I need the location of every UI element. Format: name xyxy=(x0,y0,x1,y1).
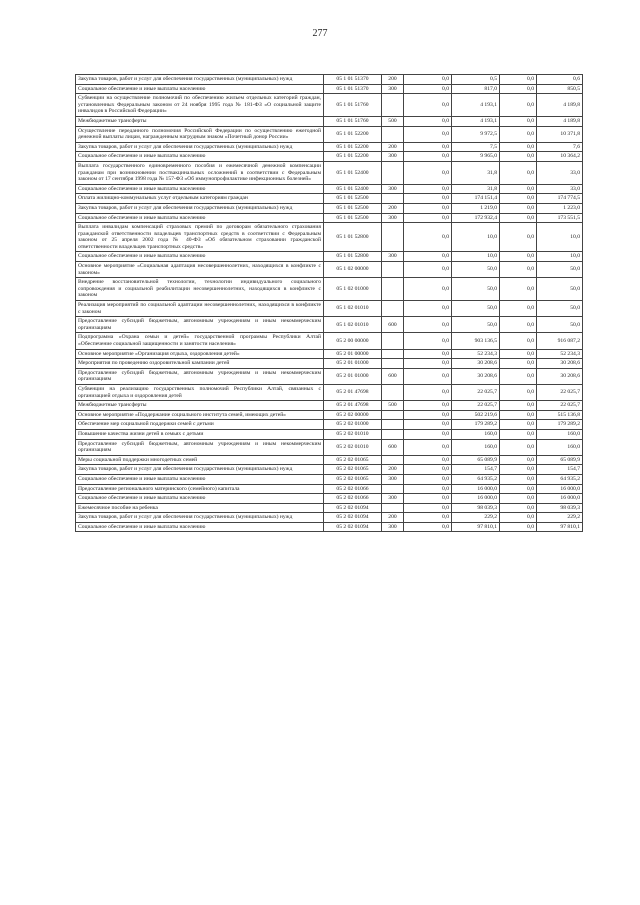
row-value-4-cell: 7,6 xyxy=(537,142,583,152)
row-value-4-cell: 229,2 xyxy=(537,513,583,523)
row-expense-type-cell: 300 xyxy=(382,184,404,194)
row-name-cell: Обеспечение мер социальной поддержки семей с детьми xyxy=(76,420,324,430)
row-code-cell: 05 1 01 52500 xyxy=(324,203,382,213)
row-value-3-cell: 0,0 xyxy=(500,401,537,411)
row-code-cell: 05 2 02 01065 xyxy=(324,474,382,484)
table-row xyxy=(76,484,583,494)
row-name-cell: Ежемесячное пособие на ребенка xyxy=(76,503,324,513)
row-value-2-cell: 160,0 xyxy=(452,439,500,455)
row-value-3-cell: 0,0 xyxy=(500,161,537,184)
row-value-3-cell: 0,0 xyxy=(500,75,537,85)
row-value-2-cell: 50,0 xyxy=(452,262,500,278)
page-number: 277 xyxy=(312,28,328,39)
row-value-2-cell: 16 000,0 xyxy=(452,484,500,494)
row-value-1-cell: 0,0 xyxy=(404,184,452,194)
row-value-1-cell: 0,0 xyxy=(404,161,452,184)
row-value-4-cell: 0,6 xyxy=(537,75,583,85)
row-value-1-cell: 0,0 xyxy=(404,349,452,359)
budget-table-body xyxy=(76,75,583,532)
row-value-4-cell: 50,0 xyxy=(537,317,583,333)
row-value-4-cell: 154,7 xyxy=(537,465,583,475)
row-value-3-cell: 0,0 xyxy=(500,317,537,333)
row-value-2-cell: 179 289,2 xyxy=(452,420,500,430)
row-expense-type-cell xyxy=(382,359,404,369)
row-value-3-cell: 0,0 xyxy=(500,429,537,439)
row-value-4-cell: 179 289,2 xyxy=(537,420,583,430)
row-value-2-cell: 31,8 xyxy=(452,184,500,194)
row-name-cell: Повышение качества жизни детей в семьях с детьми xyxy=(76,429,324,439)
row-code-cell: 05 1 02 01010 xyxy=(324,301,382,317)
row-value-2-cell: 9 972,5 xyxy=(452,126,500,142)
row-value-1-cell: 0,0 xyxy=(404,116,452,126)
row-value-3-cell: 0,0 xyxy=(500,420,537,430)
row-value-2-cell: 50,0 xyxy=(452,301,500,317)
row-value-1-cell: 0,0 xyxy=(404,503,452,513)
row-value-4-cell: 97 810,1 xyxy=(537,522,583,532)
row-name-cell: Межбюджетные трансферты xyxy=(76,401,324,411)
row-value-4-cell: 10,0 xyxy=(537,252,583,262)
row-value-4-cell: 98 039,3 xyxy=(537,503,583,513)
table-row xyxy=(76,349,583,359)
row-code-cell: 05 1 01 51370 xyxy=(324,75,382,85)
table-row xyxy=(76,278,583,301)
row-value-2-cell: 160,0 xyxy=(452,429,500,439)
row-value-3-cell: 0,0 xyxy=(500,384,537,400)
row-name-cell: Закупка товаров, работ и услуг для обеспечения государственных (муниципальных) нужд xyxy=(76,75,324,85)
row-value-1-cell: 0,0 xyxy=(404,194,452,204)
row-value-1-cell: 0,0 xyxy=(404,84,452,94)
row-expense-type-cell xyxy=(382,278,404,301)
table-row xyxy=(76,439,583,455)
row-name-cell: Межбюджетные трансферты xyxy=(76,116,324,126)
row-value-3-cell: 0,0 xyxy=(500,213,537,223)
row-value-4-cell: 174 774,5 xyxy=(537,194,583,204)
table-row xyxy=(76,513,583,523)
row-expense-type-cell: 200 xyxy=(382,203,404,213)
row-value-1-cell: 0,0 xyxy=(404,420,452,430)
row-name-cell: Основное мероприятие «Социальная адаптация несовершеннолетних, находящихся в конфликте с законом» xyxy=(76,262,324,278)
row-name-cell: Выплата государственного единовременного пособия и ежемесячной денежной компенсации гражданам при возникновении поствакцинальных осложнений в соответствии с Федеральным законом от 17 сентября 1998 года № 157-ФЗ «Об иммунопрофилактике инфекционных болезней» xyxy=(76,161,324,184)
row-expense-type-cell xyxy=(382,420,404,430)
row-value-2-cell: 98 039,3 xyxy=(452,503,500,513)
row-value-1-cell: 0,0 xyxy=(404,142,452,152)
row-value-4-cell: 916 087,2 xyxy=(537,333,583,349)
budget-table xyxy=(75,74,583,532)
row-expense-type-cell: 200 xyxy=(382,142,404,152)
row-value-2-cell: 7,5 xyxy=(452,142,500,152)
table-row xyxy=(76,317,583,333)
row-expense-type-cell xyxy=(382,484,404,494)
row-value-1-cell: 0,0 xyxy=(404,301,452,317)
row-value-1-cell: 0,0 xyxy=(404,203,452,213)
row-value-4-cell: 50,0 xyxy=(537,301,583,317)
row-name-cell: Социальное обеспечение и иные выплаты населению xyxy=(76,152,324,162)
row-code-cell: 05 2 02 01010 xyxy=(324,439,382,455)
row-value-3-cell: 0,0 xyxy=(500,349,537,359)
row-value-1-cell: 0,0 xyxy=(404,439,452,455)
row-name-cell: Закупка товаров, работ и услуг для обеспечения государственных (муниципальных) нужд xyxy=(76,513,324,523)
row-value-1-cell: 0,0 xyxy=(404,126,452,142)
row-value-2-cell: 65 089,9 xyxy=(452,455,500,465)
table-row xyxy=(76,75,583,85)
row-value-2-cell: 4 193,1 xyxy=(452,116,500,126)
row-code-cell: 05 1 01 52500 xyxy=(324,213,382,223)
row-expense-type-cell xyxy=(382,223,404,252)
row-name-cell: Социальное обеспечение и иные выплаты населению xyxy=(76,252,324,262)
row-value-2-cell: 31,8 xyxy=(452,161,500,184)
row-value-1-cell: 0,0 xyxy=(404,513,452,523)
row-expense-type-cell xyxy=(382,503,404,513)
row-value-4-cell: 515 136,8 xyxy=(537,410,583,420)
row-expense-type-cell xyxy=(382,301,404,317)
row-value-3-cell: 0,0 xyxy=(500,194,537,204)
row-value-3-cell: 0,0 xyxy=(500,262,537,278)
row-value-4-cell: 4 189,8 xyxy=(537,94,583,117)
row-value-2-cell: 4 193,1 xyxy=(452,94,500,117)
row-value-1-cell: 0,0 xyxy=(404,262,452,278)
row-name-cell: Закупка товаров, работ и услуг для обеспечения государственных (муниципальных) нужд xyxy=(76,142,324,152)
table-row xyxy=(76,494,583,504)
row-name-cell: Основное мероприятие «Поддержание социального института семей, имеющих детей» xyxy=(76,410,324,420)
row-value-1-cell: 0,0 xyxy=(404,410,452,420)
row-name-cell: Субвенции на осуществление полномочий по обеспечению жильем отдельных категорий граждан, установленных Федеральным законом от 24 ноября 1995 года № 181-ФЗ «О социальной защите инвалидов в Российской Федерации» xyxy=(76,94,324,117)
row-code-cell: 05 2 02 01010 xyxy=(324,429,382,439)
row-value-4-cell: 850,5 xyxy=(537,84,583,94)
row-value-1-cell: 0,0 xyxy=(404,213,452,223)
row-value-3-cell: 0,0 xyxy=(500,278,537,301)
row-value-4-cell: 160,0 xyxy=(537,429,583,439)
row-value-2-cell: 10,0 xyxy=(452,223,500,252)
table-row xyxy=(76,503,583,513)
row-value-2-cell: 30 208,6 xyxy=(452,368,500,384)
row-code-cell: 05 2 02 01094 xyxy=(324,503,382,513)
row-code-cell: 05 1 01 51760 xyxy=(324,94,382,117)
row-name-cell: Оплата жилищно-коммунальных услуг отдельным категориям граждан xyxy=(76,194,324,204)
row-value-3-cell: 0,0 xyxy=(500,252,537,262)
row-code-cell: 05 1 01 52800 xyxy=(324,223,382,252)
row-code-cell: 05 2 01 01000 xyxy=(324,359,382,369)
row-value-1-cell: 0,0 xyxy=(404,455,452,465)
row-value-3-cell: 0,0 xyxy=(500,410,537,420)
table-row xyxy=(76,161,583,184)
row-code-cell: 05 2 01 47698 xyxy=(324,401,382,411)
row-value-3-cell: 0,0 xyxy=(500,465,537,475)
row-expense-type-cell xyxy=(382,161,404,184)
row-name-cell: Осуществление переданного полномочия Российской Федерации по осуществлению ежегодной денежной выплаты лицам, награжденным нагрудным знаком «Почетный донор России» xyxy=(76,126,324,142)
row-code-cell: 05 2 00 00000 xyxy=(324,333,382,349)
row-value-2-cell: 174 151,4 xyxy=(452,194,500,204)
row-expense-type-cell: 500 xyxy=(382,116,404,126)
row-code-cell: 05 1 01 52200 xyxy=(324,126,382,142)
row-expense-type-cell: 600 xyxy=(382,317,404,333)
row-value-2-cell: 9 965,0 xyxy=(452,152,500,162)
row-value-2-cell: 50,0 xyxy=(452,278,500,301)
row-code-cell: 05 2 02 01065 xyxy=(324,455,382,465)
row-value-1-cell: 0,0 xyxy=(404,384,452,400)
row-value-4-cell: 64 935,2 xyxy=(537,474,583,484)
row-value-1-cell: 0,0 xyxy=(404,401,452,411)
row-value-3-cell: 0,0 xyxy=(500,333,537,349)
row-name-cell: Основное мероприятие «Организация отдыха, оздоровления детей» xyxy=(76,349,324,359)
row-name-cell: Субвенции на реализацию государственных полномочий Республики Алтай, связанных с организацией отдыха и оздоровления детей xyxy=(76,384,324,400)
row-value-2-cell: 22 025,7 xyxy=(452,384,500,400)
row-value-1-cell: 0,0 xyxy=(404,152,452,162)
row-value-3-cell: 0,0 xyxy=(500,203,537,213)
row-name-cell: Предоставление субсидий бюджетным, автономным учреждениям и иным некоммерческим организациям xyxy=(76,317,324,333)
row-value-4-cell: 50,0 xyxy=(537,262,583,278)
row-expense-type-cell: 300 xyxy=(382,522,404,532)
row-value-4-cell: 1 223,0 xyxy=(537,203,583,213)
row-name-cell: Предоставление регионального материнского (семейного) капитала xyxy=(76,484,324,494)
row-value-2-cell: 903 136,5 xyxy=(452,333,500,349)
row-name-cell: Мероприятия по проведению оздоровительной кампании детей xyxy=(76,359,324,369)
row-value-1-cell: 0,0 xyxy=(404,359,452,369)
row-expense-type-cell: 200 xyxy=(382,75,404,85)
table-row xyxy=(76,203,583,213)
row-code-cell: 05 1 01 51760 xyxy=(324,116,382,126)
row-expense-type-cell: 200 xyxy=(382,513,404,523)
table-row xyxy=(76,94,583,117)
row-expense-type-cell: 600 xyxy=(382,368,404,384)
row-value-3-cell: 0,0 xyxy=(500,513,537,523)
row-value-4-cell: 173 551,5 xyxy=(537,213,583,223)
row-value-1-cell: 0,0 xyxy=(404,333,452,349)
table-row xyxy=(76,401,583,411)
table-row xyxy=(76,522,583,532)
row-code-cell: 05 1 01 52200 xyxy=(324,152,382,162)
row-value-2-cell: 30 208,6 xyxy=(452,359,500,369)
table-row xyxy=(76,368,583,384)
row-expense-type-cell xyxy=(382,262,404,278)
row-value-2-cell: 154,7 xyxy=(452,465,500,475)
table-row xyxy=(76,301,583,317)
row-value-3-cell: 0,0 xyxy=(500,359,537,369)
row-value-1-cell: 0,0 xyxy=(404,368,452,384)
row-value-2-cell: 10,0 xyxy=(452,252,500,262)
row-value-3-cell: 0,0 xyxy=(500,84,537,94)
row-expense-type-cell: 500 xyxy=(382,401,404,411)
row-code-cell: 05 2 02 01000 xyxy=(324,420,382,430)
row-name-cell: Меры социальной поддержки многодетных семей xyxy=(76,455,324,465)
table-row xyxy=(76,252,583,262)
row-code-cell: 05 2 02 01065 xyxy=(324,465,382,475)
row-expense-type-cell xyxy=(382,194,404,204)
table-row xyxy=(76,142,583,152)
row-value-4-cell: 10 364,2 xyxy=(537,152,583,162)
table-row xyxy=(76,420,583,430)
row-name-cell: Социальное обеспечение и иные выплаты населению xyxy=(76,522,324,532)
row-expense-type-cell: 300 xyxy=(382,152,404,162)
row-value-4-cell: 33,0 xyxy=(537,161,583,184)
row-name-cell: Выплата инвалидам компенсаций страховых премий по договорам обязательного страхования гражданской ответственности владельцев транспортных средств в соответствии с Федеральным законом от 25 апреля 2002 года № 40-ФЗ «Об обязательном страховании гражданской ответственности владельцев транспортных средств» xyxy=(76,223,324,252)
row-code-cell: 05 2 02 00000 xyxy=(324,410,382,420)
row-value-3-cell: 0,0 xyxy=(500,484,537,494)
row-name-cell: Закупка товаров, работ и услуг для обеспечения государственных (муниципальных) нужд xyxy=(76,465,324,475)
row-value-1-cell: 0,0 xyxy=(404,474,452,484)
row-value-2-cell: 97 810,1 xyxy=(452,522,500,532)
row-value-3-cell: 0,0 xyxy=(500,455,537,465)
table-row xyxy=(76,474,583,484)
row-value-3-cell: 0,0 xyxy=(500,223,537,252)
row-code-cell: 05 1 01 52200 xyxy=(324,142,382,152)
row-expense-type-cell: 300 xyxy=(382,474,404,484)
table-row xyxy=(76,126,583,142)
row-value-2-cell: 16 000,0 xyxy=(452,494,500,504)
row-value-3-cell: 0,0 xyxy=(500,503,537,513)
row-value-4-cell: 65 089,9 xyxy=(537,455,583,465)
row-value-2-cell: 229,2 xyxy=(452,513,500,523)
row-code-cell: 05 2 02 01094 xyxy=(324,522,382,532)
row-value-3-cell: 0,0 xyxy=(500,474,537,484)
row-code-cell: 05 1 02 01010 xyxy=(324,317,382,333)
row-value-1-cell: 0,0 xyxy=(404,494,452,504)
row-expense-type-cell xyxy=(382,410,404,420)
table-row xyxy=(76,262,583,278)
row-name-cell: Подпрограмма «Охрана семьи и детей» государственной программы Республики Алтай «Обеспечение социальной защищенности и занятости населения» xyxy=(76,333,324,349)
row-value-4-cell: 22 025,7 xyxy=(537,384,583,400)
row-value-3-cell: 0,0 xyxy=(500,439,537,455)
row-name-cell: Социальное обеспечение и иные выплаты населению xyxy=(76,474,324,484)
row-expense-type-cell: 200 xyxy=(382,465,404,475)
row-value-2-cell: 1 219,0 xyxy=(452,203,500,213)
row-value-3-cell: 0,0 xyxy=(500,301,537,317)
row-name-cell: Социальное обеспечение и иные выплаты населению xyxy=(76,84,324,94)
row-value-3-cell: 0,0 xyxy=(500,368,537,384)
row-value-2-cell: 817,0 xyxy=(452,84,500,94)
row-code-cell: 05 2 01 01000 xyxy=(324,368,382,384)
row-value-4-cell: 30 208,6 xyxy=(537,368,583,384)
row-value-3-cell: 0,0 xyxy=(500,152,537,162)
row-value-2-cell: 502 219,6 xyxy=(452,410,500,420)
row-value-3-cell: 0,0 xyxy=(500,184,537,194)
row-value-4-cell: 22 025,7 xyxy=(537,401,583,411)
row-value-2-cell: 52 234,3 xyxy=(452,349,500,359)
row-value-1-cell: 0,0 xyxy=(404,317,452,333)
row-value-3-cell: 0,0 xyxy=(500,142,537,152)
row-value-2-cell: 0,5 xyxy=(452,75,500,85)
row-value-4-cell: 33,0 xyxy=(537,184,583,194)
row-expense-type-cell xyxy=(382,126,404,142)
row-expense-type-cell xyxy=(382,94,404,117)
row-code-cell: 05 1 01 52800 xyxy=(324,252,382,262)
row-code-cell: 05 1 02 00000 xyxy=(324,262,382,278)
table-row xyxy=(76,84,583,94)
table-row xyxy=(76,429,583,439)
row-value-2-cell: 172 932,4 xyxy=(452,213,500,223)
row-value-1-cell: 0,0 xyxy=(404,429,452,439)
row-value-4-cell: 160,0 xyxy=(537,439,583,455)
row-expense-type-cell: 300 xyxy=(382,252,404,262)
row-code-cell: 05 1 01 52500 xyxy=(324,194,382,204)
row-expense-type-cell: 600 xyxy=(382,439,404,455)
row-value-1-cell: 0,0 xyxy=(404,94,452,117)
row-value-3-cell: 0,0 xyxy=(500,126,537,142)
row-code-cell: 05 1 01 52400 xyxy=(324,184,382,194)
row-value-4-cell: 4 189,8 xyxy=(537,116,583,126)
row-value-2-cell: 22 025,7 xyxy=(452,401,500,411)
row-code-cell: 05 1 01 51370 xyxy=(324,84,382,94)
row-name-cell: Предоставление субсидий бюджетным, автономным учреждениям и иным некоммерческим организациям xyxy=(76,439,324,455)
row-value-2-cell: 64 935,2 xyxy=(452,474,500,484)
row-expense-type-cell: 300 xyxy=(382,84,404,94)
row-value-4-cell: 10,0 xyxy=(537,223,583,252)
row-expense-type-cell: 300 xyxy=(382,213,404,223)
row-value-1-cell: 0,0 xyxy=(404,484,452,494)
row-name-cell: Предоставление субсидий бюджетным, автономным учреждениям и иным некоммерческим организациям xyxy=(76,368,324,384)
row-expense-type-cell xyxy=(382,349,404,359)
row-name-cell: Внедрение восстановительной технологии, технологии индивидуального социального сопровождения и социальной реабилитации несовершеннолетних, находящихся в конфликте с законом xyxy=(76,278,324,301)
row-expense-type-cell xyxy=(382,455,404,465)
row-value-4-cell: 50,0 xyxy=(537,278,583,301)
row-value-1-cell: 0,0 xyxy=(404,75,452,85)
row-value-4-cell: 16 000,0 xyxy=(537,494,583,504)
row-value-1-cell: 0,0 xyxy=(404,278,452,301)
table-row xyxy=(76,455,583,465)
row-code-cell: 05 2 02 01066 xyxy=(324,484,382,494)
row-code-cell: 05 1 01 52400 xyxy=(324,161,382,184)
row-value-1-cell: 0,0 xyxy=(404,522,452,532)
row-expense-type-cell xyxy=(382,333,404,349)
row-value-2-cell: 50,0 xyxy=(452,317,500,333)
row-code-cell: 05 2 02 01066 xyxy=(324,494,382,504)
row-code-cell: 05 2 01 00000 xyxy=(324,349,382,359)
row-name-cell: Закупка товаров, работ и услуг для обеспечения государственных (муниципальных) нужд xyxy=(76,203,324,213)
row-code-cell: 05 1 02 01000 xyxy=(324,278,382,301)
row-value-4-cell: 16 000,0 xyxy=(537,484,583,494)
table-row xyxy=(76,333,583,349)
row-value-3-cell: 0,0 xyxy=(500,494,537,504)
table-row xyxy=(76,213,583,223)
row-name-cell: Социальное обеспечение и иные выплаты населению xyxy=(76,494,324,504)
row-value-3-cell: 0,0 xyxy=(500,116,537,126)
row-value-3-cell: 0,0 xyxy=(500,94,537,117)
row-value-3-cell: 0,0 xyxy=(500,522,537,532)
table-row xyxy=(76,184,583,194)
table-row xyxy=(76,384,583,400)
row-value-1-cell: 0,0 xyxy=(404,252,452,262)
table-row xyxy=(76,152,583,162)
table-row xyxy=(76,194,583,204)
row-value-4-cell: 52 234,3 xyxy=(537,349,583,359)
row-value-4-cell: 30 208,6 xyxy=(537,359,583,369)
table-row xyxy=(76,410,583,420)
row-code-cell: 05 2 01 47698 xyxy=(324,384,382,400)
row-value-1-cell: 0,0 xyxy=(404,465,452,475)
row-expense-type-cell: 300 xyxy=(382,494,404,504)
row-expense-type-cell xyxy=(382,429,404,439)
row-name-cell: Социальное обеспечение и иные выплаты населению xyxy=(76,184,324,194)
table-row xyxy=(76,465,583,475)
row-name-cell: Реализация мероприятий по социальной адаптации несовершеннолетних, находящихся в конфликте с законом xyxy=(76,301,324,317)
table-row xyxy=(76,359,583,369)
row-name-cell: Социальное обеспечение и иные выплаты населению xyxy=(76,213,324,223)
table-row xyxy=(76,223,583,252)
row-value-1-cell: 0,0 xyxy=(404,223,452,252)
row-code-cell: 05 2 02 01094 xyxy=(324,513,382,523)
table-row xyxy=(76,116,583,126)
row-expense-type-cell xyxy=(382,384,404,400)
row-value-4-cell: 10 371,8 xyxy=(537,126,583,142)
